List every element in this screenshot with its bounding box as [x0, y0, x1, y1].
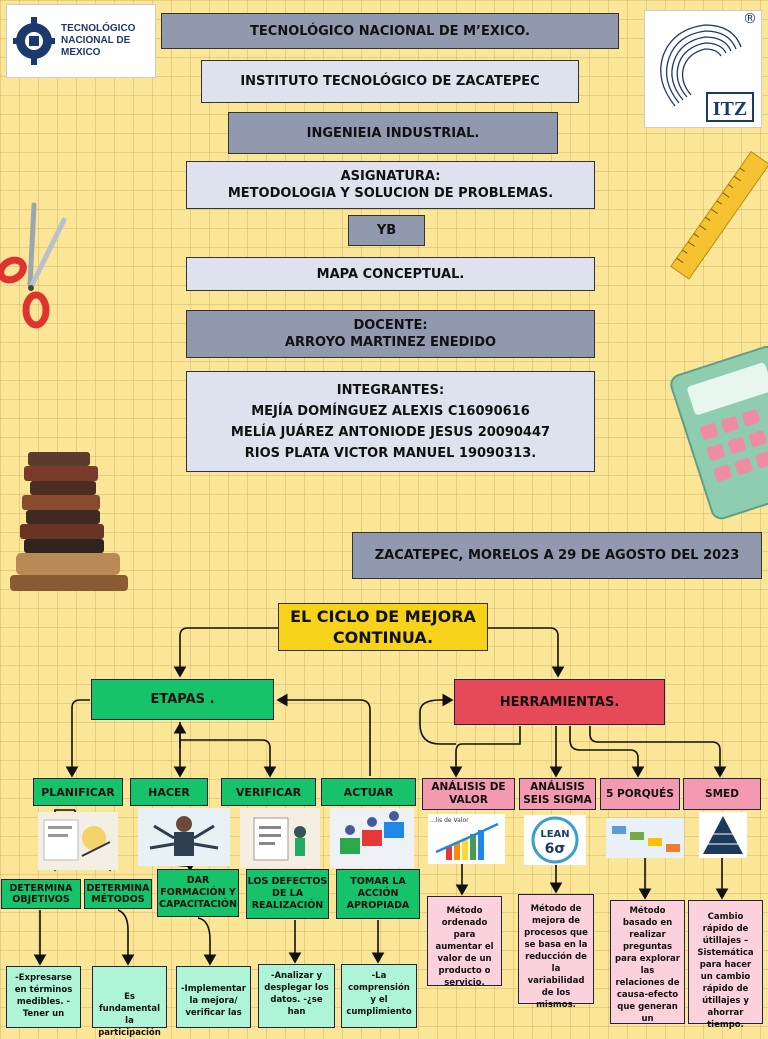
lean-text: LEAN: [540, 829, 570, 840]
institute-name: INSTITUTO TECNOLÓGICO DE ZACATEPEC: [201, 60, 579, 103]
tool-seis-sigma: ANÁLISIS SEIS SIGMA: [519, 778, 596, 810]
teacher-box: [186, 310, 595, 358]
stage-actuar: ACTUAR: [321, 778, 416, 806]
tool-smed: SMED: [683, 778, 761, 810]
group-badge: YB: [348, 215, 425, 246]
members-box: [186, 371, 595, 472]
herramientas-node: HERRAMIENTAS.: [454, 679, 665, 725]
5-porques-desc: Método basado en realizar preguntas para explorar las relaciones de causa-efecto que generan un: [610, 900, 685, 1024]
analisis-valor-desc: Método ordenado para aumentar el valor de un producto o servicio.: [427, 896, 502, 986]
itz-text: ITZ: [712, 98, 748, 120]
stage-verificar: VERIFICAR: [221, 778, 316, 806]
dar-formacion-desc: -Implementar la mejora/ verificar las: [176, 966, 251, 1028]
defectos-realizacion-desc: -Analizar y desplegar los datos. -¿se han: [258, 964, 335, 1028]
tool-5-porques: 5 PORQUÉS: [600, 778, 680, 810]
calculator-icon: [676, 340, 768, 520]
member-1: MEJÍA DOMÍNGUEZ ALEXIS C16090616: [251, 403, 530, 419]
scissors-icon: [0, 200, 70, 335]
determina-objetivos-node: DETERMINA OBJETIVOS: [1, 879, 81, 909]
seis-sigma-desc: Método de mejora de procesos que se basa en la reducción de la variabilidad de los mismos.: [518, 894, 594, 1004]
smed-desc: Cambio rápido de útillajes – Sistemática para hacer un cambio rápido de útillajes y ahorrar tiempo.: [688, 900, 763, 1024]
smed-image: [699, 812, 747, 858]
place-date: ZACATEPEC, MORELOS A 29 DE AGOSTO DEL 2023: [352, 532, 762, 579]
member-3: RIOS PLATA VICTOR MANUEL 19090313.: [244, 445, 537, 461]
subject-label: ASIGNATURA:: [340, 169, 441, 184]
valor-caption: ...lis de Valor: [430, 817, 469, 824]
hacer-image: [138, 808, 230, 866]
tomar-accion-node: TOMAR LA ACCIÓN APROPIADA: [336, 869, 420, 919]
subject-name: METODOLOGIA Y SOLUCION DE PROBLEMAS.: [227, 186, 554, 201]
gear-icon: [13, 14, 55, 68]
books-icon: [6, 448, 136, 598]
concept-map-title: EL CICLO DE MEJORA CONTINUA.: [278, 603, 488, 651]
tecnm-logo-line2: NACIONAL DE MEXICO: [61, 35, 131, 58]
stage-hacer: HACER: [130, 778, 208, 806]
subject-box: [186, 161, 595, 209]
tecnm-logo-line1: TECNOLÓGICO: [61, 23, 136, 34]
verificar-image: [240, 808, 320, 868]
etapas-node: ETAPAS .: [91, 679, 274, 720]
tool-analisis-valor: ANÁLISIS DE VALOR: [422, 778, 515, 810]
institution-title: TECNOLÓGICO NACIONAL DE M’EXICO.: [161, 13, 619, 49]
sigma-text: 6σ: [544, 841, 566, 857]
defectos-realizacion-node: LOS DEFECTOS DE LA REALIZACIÓN: [246, 869, 329, 919]
determina-objetivos-desc: -Expresarse en términos medibles. -Tener un: [6, 966, 81, 1028]
tomar-accion-desc: -La comprensión y el cumplimiento: [341, 964, 417, 1028]
itz-logo: [644, 10, 762, 128]
head-profile-icon: [645, 11, 763, 129]
teacher-name: ARROYO MARTINEZ ENEDIDO: [284, 335, 497, 350]
actuar-image: [330, 808, 414, 868]
ruler-icon: [668, 150, 768, 290]
seis-sigma-image: [524, 815, 586, 865]
5-porques-image: [606, 818, 684, 858]
doc-type: MAPA CONCEPTUAL.: [186, 257, 595, 291]
members-label: INTEGRANTES:: [336, 382, 445, 398]
registered-mark: ®: [743, 11, 757, 27]
planificar-image: [38, 812, 118, 870]
member-2: MELÍA JUÁREZ ANTONIODE JESUS 20090447: [230, 424, 551, 440]
tecnm-logo: [6, 4, 156, 78]
dar-formacion-node: DAR FORMACIÓN Y CAPACITACIÓN: [157, 869, 239, 917]
career-name: INGENIEIA INDUSTRIAL.: [228, 112, 558, 154]
teacher-label: DOCENTE:: [353, 318, 428, 333]
analisis-valor-image: [428, 814, 505, 864]
determina-metodos-node: DETERMINA MÉTODOS: [84, 879, 152, 909]
determina-metodos-desc: Es fundamental la participación: [92, 966, 167, 1028]
stage-planificar: PLANIFICAR: [33, 778, 123, 806]
